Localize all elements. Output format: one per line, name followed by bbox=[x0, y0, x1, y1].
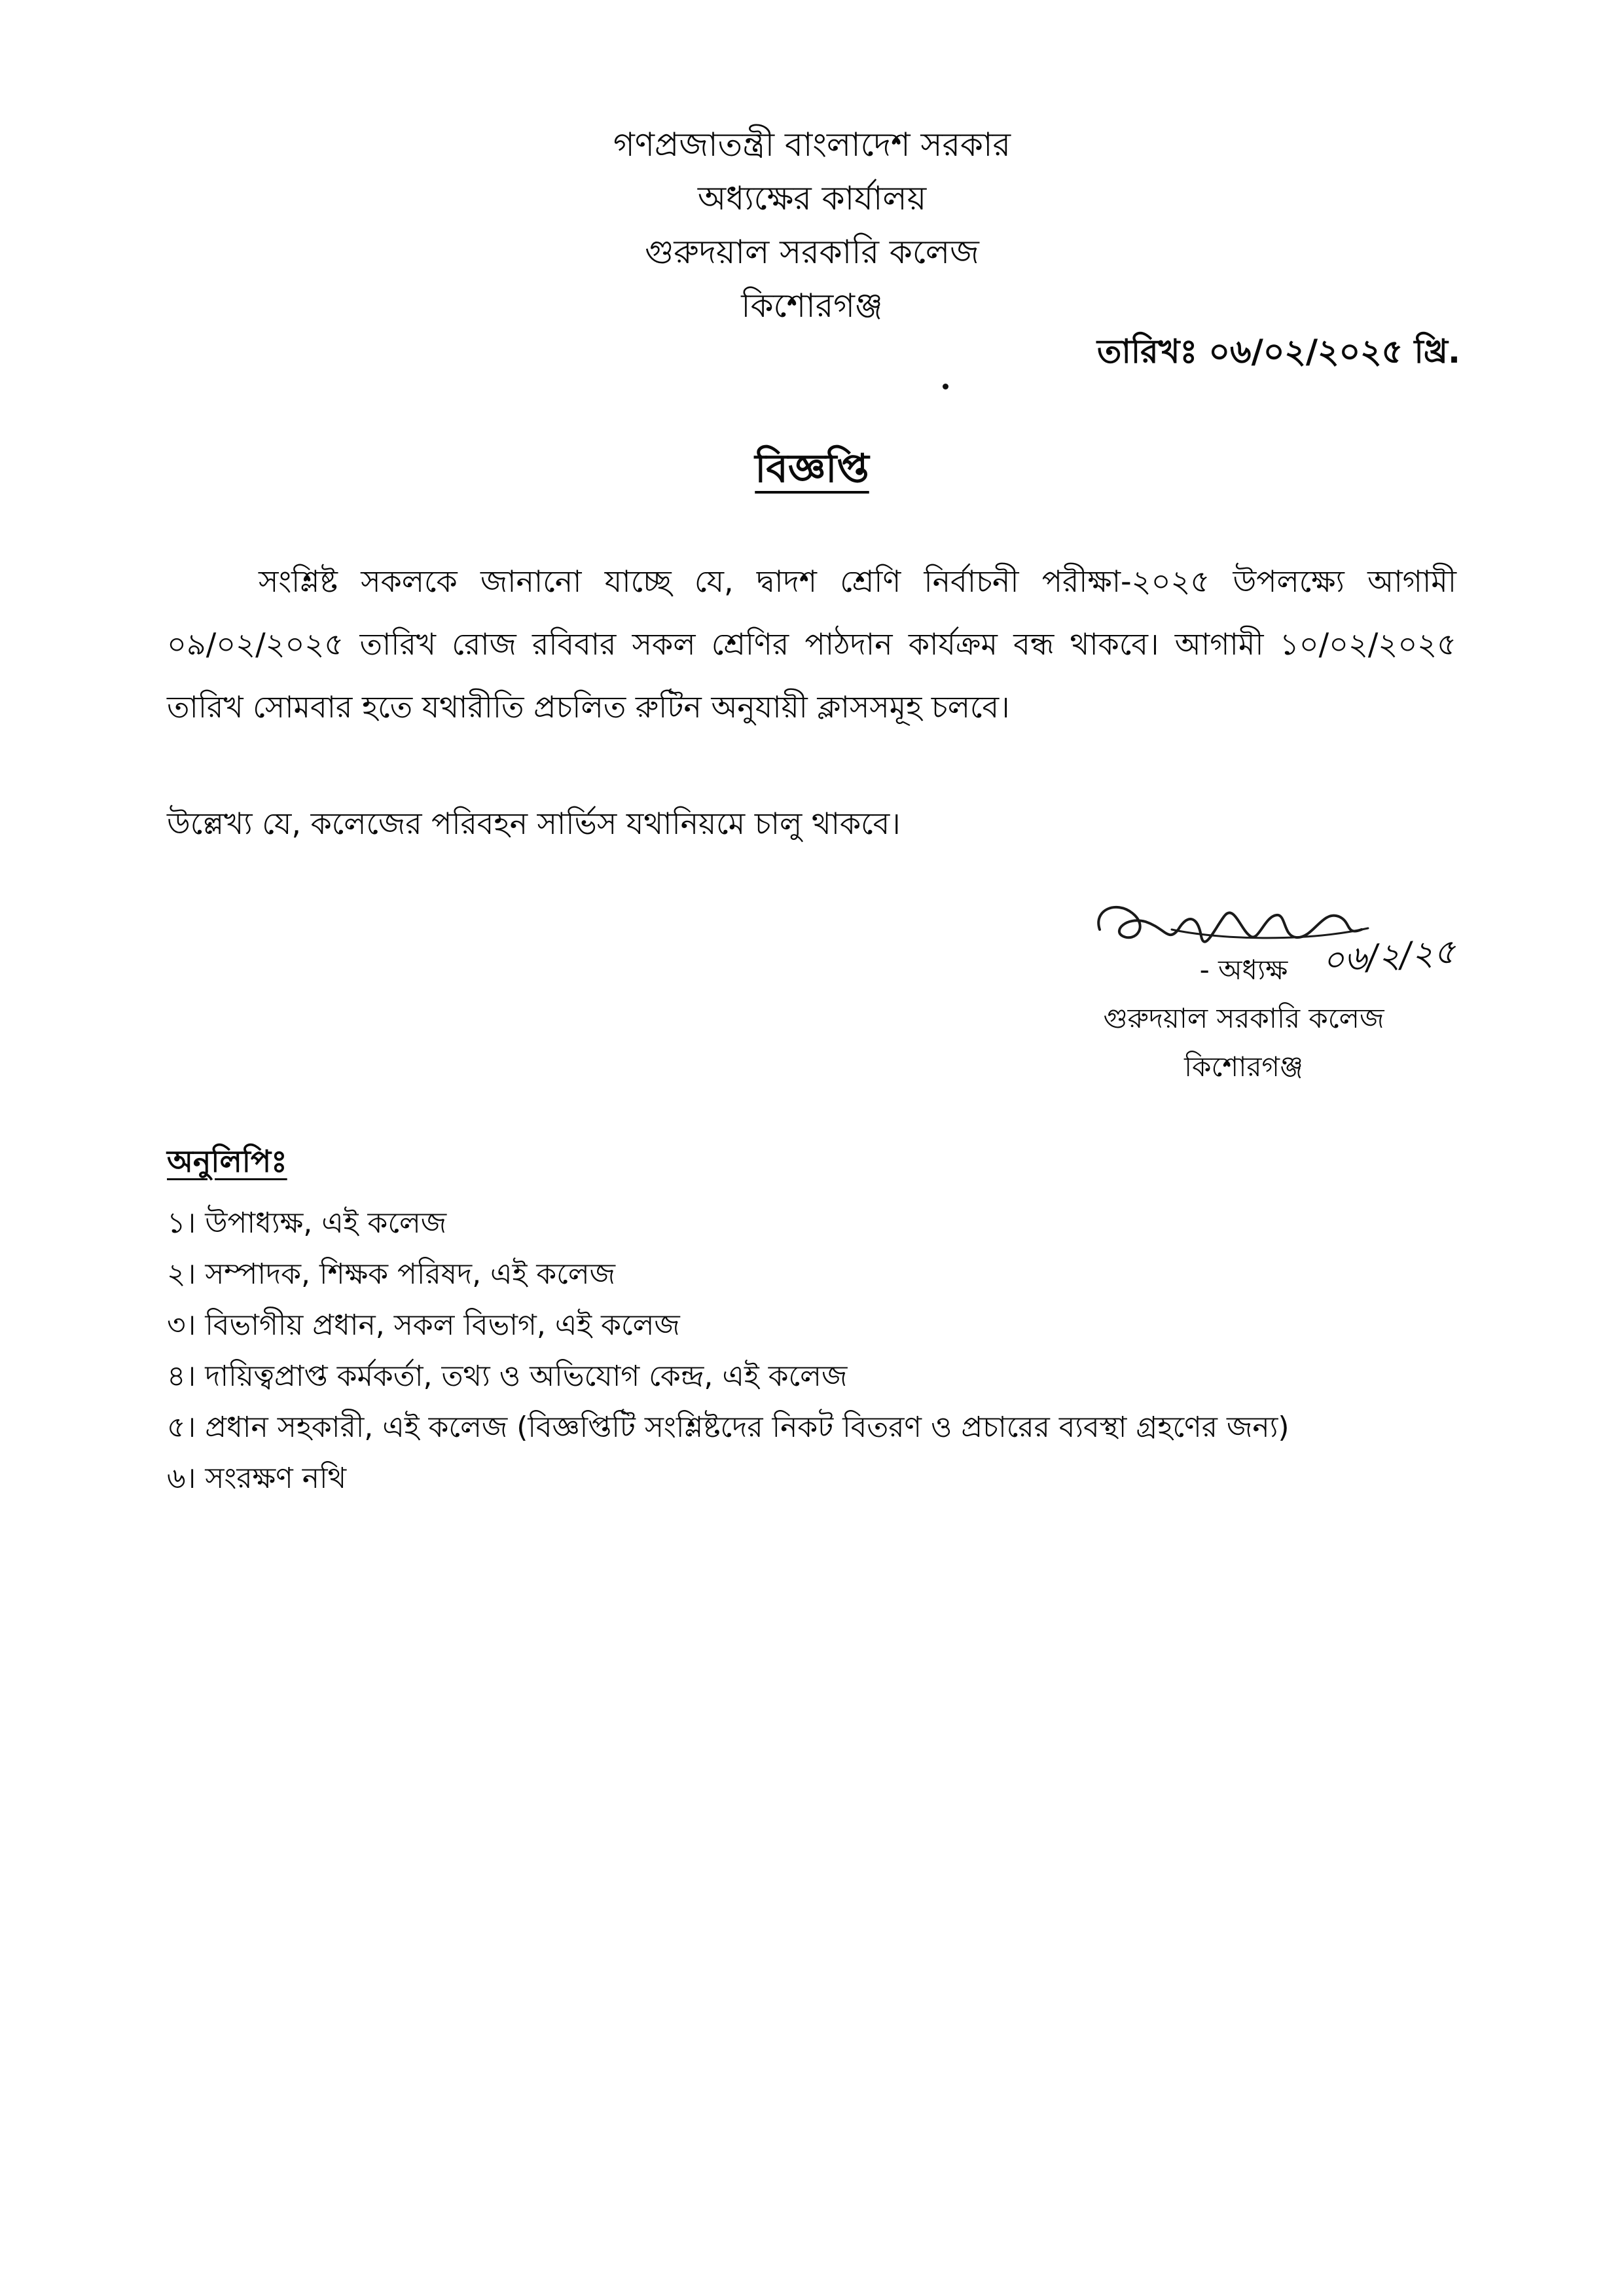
cc-item: ৫। প্রধান সহকারী, এই কলেজ (বিজ্ঞপ্তিটি সংশ্লিষ্টদের নিকট বিতরণ ও প্রচারের ব্যবস্থা গ্রহণের জন্য) bbox=[167, 1411, 1290, 1444]
cc-heading: অনুলিপিঃ bbox=[167, 1144, 287, 1179]
notice-note: উল্লেখ্য যে, কলেজের পরিবহন সার্ভিস যথানিয়মে চালু থাকবে। bbox=[167, 806, 901, 841]
letterhead-district: কিশোরগঞ্জ bbox=[741, 287, 883, 325]
letterhead-college: গুরুদয়াল সরকারি কলেজ bbox=[645, 233, 979, 271]
cc-list bbox=[167, 1198, 1476, 1504]
issue-date: তারিখঃ ০৬/০২/২০২৫ খ্রি. bbox=[1096, 333, 1460, 370]
letterhead-office: অধ্যক্ষের কার্যালয় bbox=[697, 179, 927, 217]
notice-title-text: বিজ্ঞপ্তি bbox=[755, 446, 869, 492]
cc-item: ৪। দায়িত্বপ্রাপ্ত কর্মকর্তা, তথ্য ও অভিযোগ কেন্দ্র, এই কলেজ bbox=[167, 1360, 848, 1393]
cc-item: ২। সম্পাদক, শিক্ষক পরিষদ, এই কলেজ bbox=[167, 1257, 616, 1291]
letterhead-government: গণপ্রজাতন্ত্রী বাংলাদেশ সরকার bbox=[613, 126, 1011, 164]
signer-college: গুরুদয়াল সরকারি কলেজ bbox=[1103, 1002, 1384, 1034]
signer-designation: - অধ্যক্ষ bbox=[1199, 954, 1288, 986]
scan-speck bbox=[943, 384, 948, 389]
signer-district: কিশোরগঞ্জ bbox=[1184, 1051, 1303, 1083]
cc-item: ৬। সংরক্ষণ নথি bbox=[167, 1462, 347, 1495]
signer-block bbox=[1021, 946, 1466, 1091]
signature-handwritten-date: ০৬/২/২৫ bbox=[1320, 931, 1457, 981]
cc-item: ১। উপাধ্যক্ষ, এই কলেজ bbox=[167, 1206, 447, 1240]
notice-title bbox=[0, 439, 1624, 504]
notice-body: সংশ্লিষ্ট সকলকে জানানো যাচ্ছে যে, দ্বাদশ শ্রেণি নির্বাচনী পরীক্ষা-২০২৫ উপলক্ষ্যে আগামী ০৯/০২/২০২৫ তারিখ রোজ রবিবার সকল শ্রেণির পাঠদান কার্যক্রম বন্ধ থাকবে। আগামী ১০/০২/২০২৫ তারিখ সোমবার হতে যথারীতি প্রচলিত রুটিন অনুযায়ী ক্লাসসমূহ চলবে। bbox=[167, 564, 1456, 725]
letterhead bbox=[0, 118, 1624, 333]
cc-item: ৩। বিভাগীয় প্রধান, সকল বিভাগ, এই কলেজ bbox=[167, 1309, 680, 1342]
